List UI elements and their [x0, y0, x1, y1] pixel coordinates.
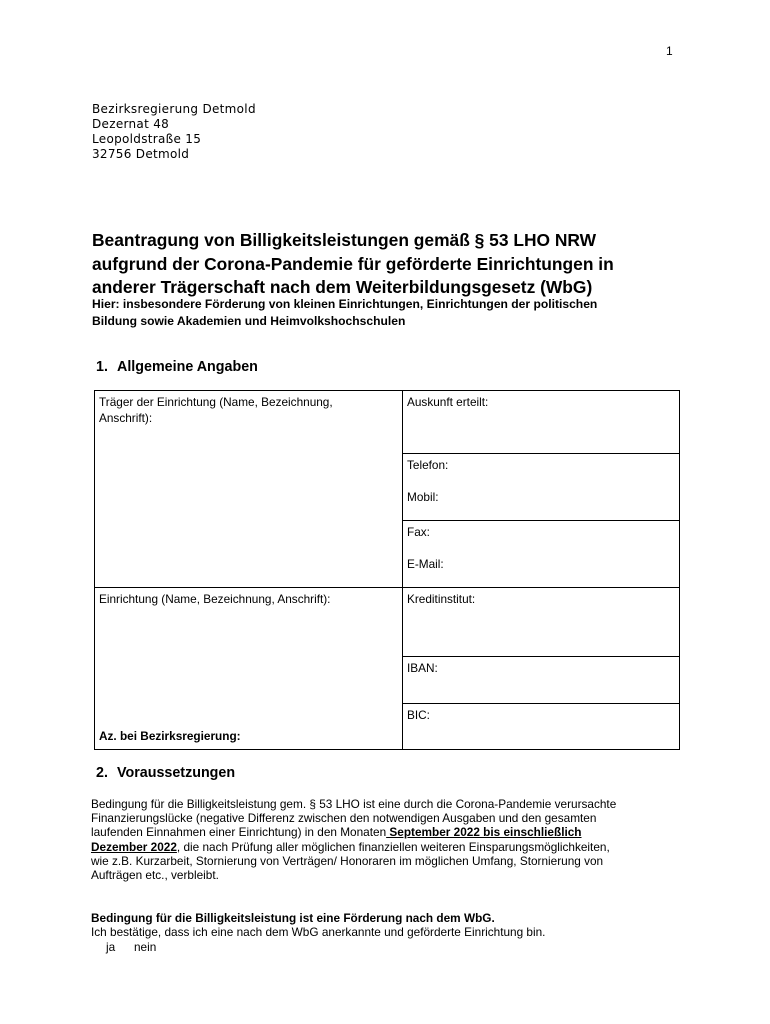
section-number: 1. [96, 359, 108, 375]
iban-field[interactable] [403, 657, 680, 704]
paragraph-line: Finanzierungslücke (negative Differenz zwischen den notwendigen Ausgaben und den gesamten [91, 811, 597, 826]
paragraph-line: Aufträgen etc., verbleibt. [91, 868, 219, 883]
paragraph-text: , die nach Prüfung aller möglichen finanziellen weiteren Einsparungsmöglichkeiten, [176, 839, 610, 854]
traeger-field[interactable] [95, 391, 403, 588]
recipient-address [92, 102, 256, 162]
kreditinstitut-field[interactable] [403, 588, 680, 657]
highlight-period-end: Dezember 2022 [91, 839, 177, 854]
traeger-label-cont: Anschrift): [99, 411, 153, 425]
highlight-period: September 2022 bis einschließlich [386, 825, 582, 840]
bic-label: BIC: [407, 708, 430, 722]
fax-email-field[interactable] [403, 521, 680, 588]
einrichtung-field[interactable] [95, 588, 403, 750]
confirmation-text: Ich bestätige, dass ich eine nach dem WbG anerkannte und geförderte Einrichtung bin. [91, 925, 546, 940]
phone-field[interactable] [403, 454, 680, 521]
choice-ja[interactable]: ja [106, 940, 116, 954]
page-number: 1 [666, 44, 673, 58]
az-label: Az. bei Bezirksregierung: [99, 729, 241, 743]
fax-label: Fax: [407, 525, 430, 539]
bic-field[interactable] [403, 704, 680, 750]
section-title: Voraussetzungen [117, 765, 236, 781]
section-heading-requirements [96, 765, 235, 781]
address-line-authority: Bezirksregierung Detmold [92, 102, 256, 116]
paragraph-line [91, 840, 681, 854]
mobil-label: Mobil: [407, 490, 439, 504]
section-number: 2. [96, 765, 108, 781]
confirmation-choices [106, 940, 156, 954]
paragraph-line: Bedingung für die Billigkeitsleistung gem. § 53 LHO ist eine durch die Corona-Pandemie verursachte [91, 797, 617, 811]
auskunft-label: Auskunft erteilt: [407, 395, 489, 409]
funding-condition-paragraph [91, 911, 681, 939]
email-label: E-Mail: [407, 557, 444, 571]
section-title: Allgemeine Angaben [117, 359, 258, 375]
address-line-department: Dezernat 48 [92, 117, 170, 131]
subtitle-line: Hier: insbesondere Förderung von kleinen Einrichtungen, Einrichtungen der politischen [92, 297, 598, 311]
document-subtitle [92, 296, 692, 329]
requirements-paragraph [91, 797, 681, 882]
einrichtung-label: Einrichtung (Name, Bezeichnung, Anschrift): [99, 592, 331, 606]
telefon-label: Telefon: [407, 458, 449, 472]
paragraph-line [91, 825, 681, 839]
condition-heading: Bedingung für die Billigkeitsleistung ist eine Förderung nach dem WbG. [91, 911, 495, 925]
auskunft-field[interactable] [403, 391, 680, 454]
subtitle-line: Bildung sowie Akademien und Heimvolkshochschulen [92, 313, 406, 328]
general-info-table [94, 390, 680, 750]
traeger-label: Träger der Einrichtung (Name, Bezeichnung, [99, 395, 333, 409]
paragraph-text: laufenden Einnahmen einer Einrichtung) in den Monaten [91, 825, 387, 840]
document-title [92, 229, 672, 300]
title-line: aufgrund der Corona-Pandemie für geförderte Einrichtungen in [92, 253, 614, 274]
title-line: anderer Trägerschaft nach dem Weiterbildungsgesetz (WbG) [92, 277, 593, 297]
address-line-city: 32756 Detmold [92, 147, 190, 161]
address-line-street: Leopoldstraße 15 [92, 132, 202, 146]
paragraph-line: wie z.B. Kurzarbeit, Stornierung von Verträgen/ Honoraren im möglichen Umfang, Stornierung von [91, 853, 604, 868]
title-line: Beantragung von Billigkeitsleistungen gemäß § 53 LHO NRW [92, 230, 597, 250]
iban-label: IBAN: [407, 661, 438, 675]
choice-nein[interactable]: nein [134, 940, 157, 954]
kreditinstitut-label: Kreditinstitut: [407, 592, 476, 606]
section-heading-general [96, 359, 258, 375]
